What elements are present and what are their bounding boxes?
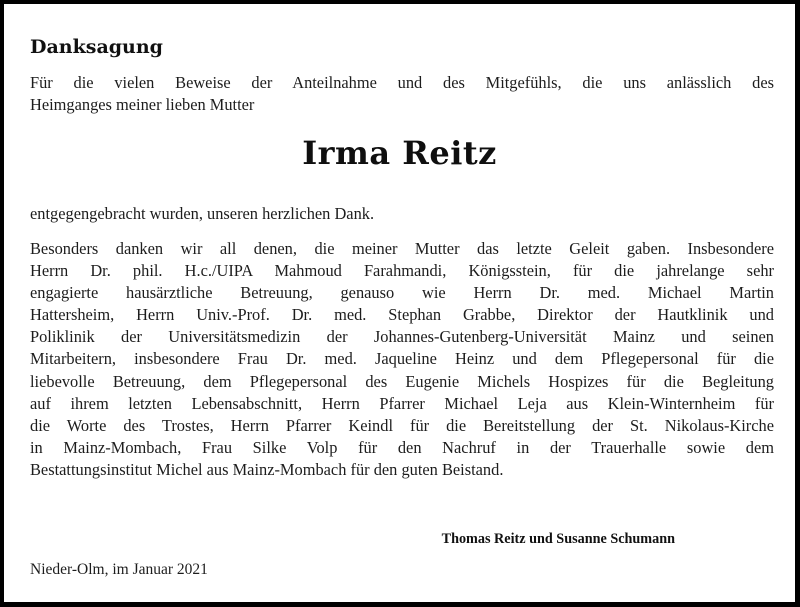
body-line: Mitarbeitern, insbesondere Frau Dr. med. Jaqueline Heinz und dem Pflegepersonal für die xyxy=(30,349,774,369)
body-line: liebevolle Betreuung, dem Pflegepersonal des Eugenie Michels Hospizes für die Begleitung xyxy=(30,371,774,391)
place-date: Nieder-Olm, im Januar 2021 xyxy=(30,561,208,578)
body-line: in Mainz-Mombach, Frau Silke Volp für den Nachruf in der Trauerhalle sowie dem xyxy=(30,437,774,457)
deceased-name: Irma Reitz xyxy=(302,134,497,172)
body-line: Bestattungsinstitut Michel aus Mainz-Mombach für den guten Beistand. xyxy=(30,459,504,479)
signature: Thomas Reitz und Susanne Schumann xyxy=(441,531,675,547)
body-line: die Worte des Trostes, Herrn Pfarrer Keindl für die Bereitstellung der St. Nikolaus-Kirche xyxy=(30,415,774,435)
body-paragraph xyxy=(30,238,774,481)
body-line: Besonders danken wir all denen, die meiner Mutter das letzte Geleit gaben. Insbesondere xyxy=(30,239,774,258)
intro-line-2: Heimganges meiner lieben Mutter xyxy=(30,95,255,114)
body-line: engagierte hausärztliche Betreuung, genauso wie Herrn Dr. med. Michael Martin xyxy=(30,283,774,303)
heading-title: Danksagung xyxy=(30,36,163,58)
body-line: Hattersheim, Herrn Univ.-Prof. Dr. med. Stephan Grabbe, Direktor der Hautklinik und xyxy=(30,305,774,325)
announcement-card xyxy=(4,4,795,602)
intro-line-1: Für die vielen Beweise der Anteilnahme und des Mitgefühls, die uns anlässlich des xyxy=(30,73,774,92)
body-line: auf ihrem letzten Lebensabschnitt, Herrn Pfarrer Michael Leja aus Klein-Winternheim für xyxy=(30,393,774,413)
intro-paragraph xyxy=(30,72,774,116)
body-line: Poliklinik der Universitätsmedizin der Johannes-Gutenberg-Universität Mainz und seinen xyxy=(30,327,774,347)
thanks-sentence: entgegengebracht wurden, unseren herzlichen Dank. xyxy=(30,204,375,223)
body-line: Herrn Dr. phil. H.c./UIPA Mahmoud Farahmandi, Königsstein, für die jahrelange sehr xyxy=(30,261,774,281)
